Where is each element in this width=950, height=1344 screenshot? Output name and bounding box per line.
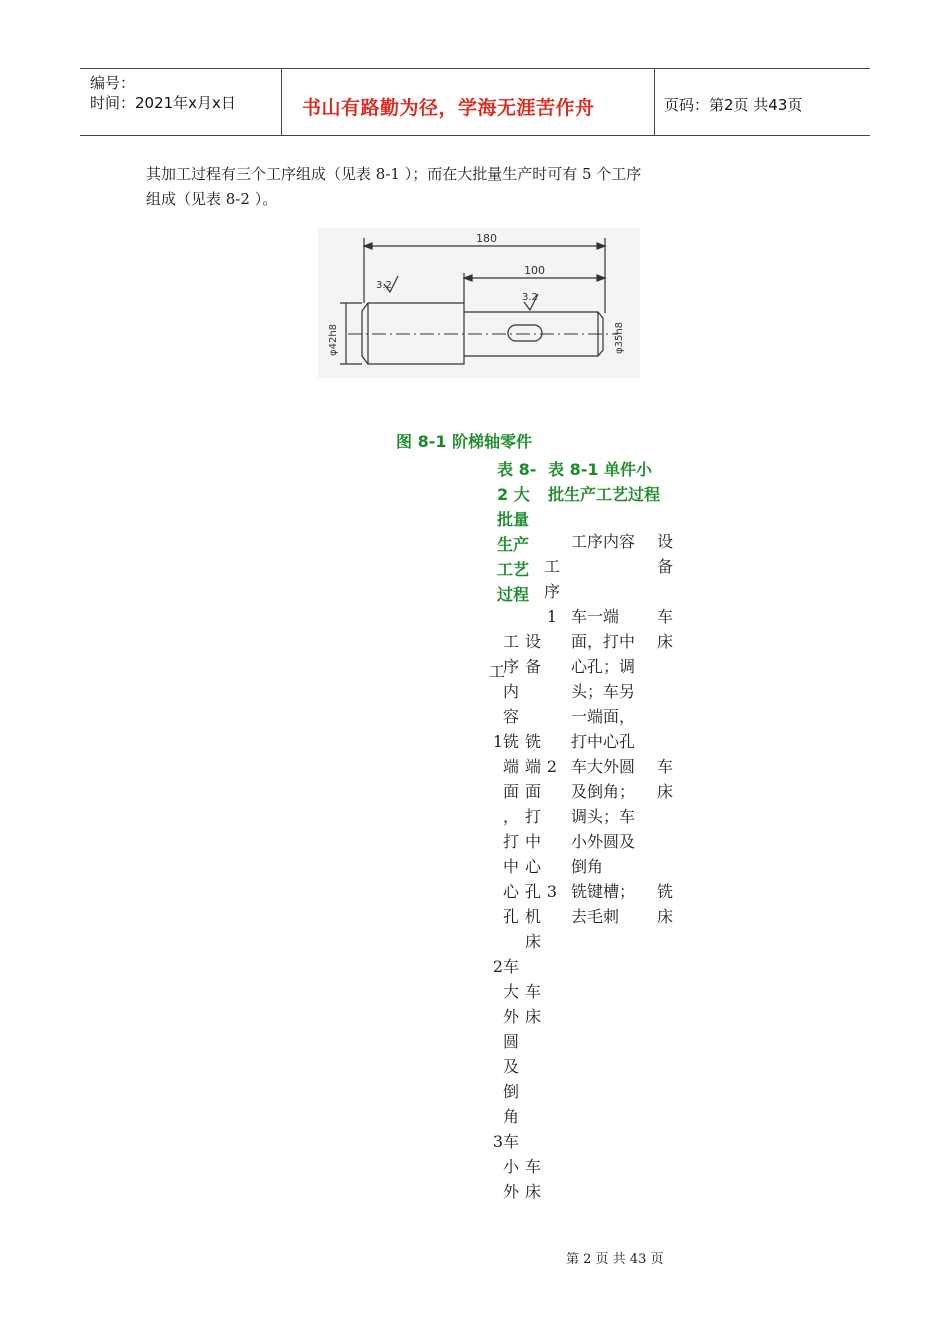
t2-c1: 容: [502, 707, 519, 726]
t2-c1: 大: [502, 982, 519, 1001]
t2-c2: 机: [525, 907, 542, 926]
page-footer: 第 2 页 共 43 页: [566, 1252, 664, 1267]
t2-c2: 孔: [525, 882, 542, 901]
t2-c1: 1铣: [492, 732, 519, 751]
table-8-1-col-content: [571, 529, 651, 929]
t2-c2: 面: [525, 782, 542, 801]
arrow-100-right: [597, 275, 605, 281]
t1-equip: 备: [657, 557, 674, 576]
t2-c2: 车: [525, 982, 542, 1001]
t1-content: [571, 579, 651, 604]
table-8-2-col-process: [491, 629, 519, 1204]
t2-c1: 小: [502, 1157, 519, 1176]
t1-seq: [541, 704, 563, 729]
t1-content: 工序内容: [571, 532, 636, 551]
t2-c2: 打: [525, 807, 542, 826]
t2-title-line: 2 大: [497, 485, 530, 504]
t2-c2: 心: [525, 857, 542, 876]
t1-seq: 3: [546, 882, 558, 901]
t2-c1: ，: [502, 807, 519, 826]
t2-c2: [525, 1129, 547, 1154]
t2-c2: 床: [525, 932, 542, 951]
dia-text-left: φ42h8: [328, 323, 339, 356]
t1-seq: [541, 629, 563, 654]
header-bottom-rule: [80, 135, 870, 136]
dim-text-100: 100: [524, 264, 545, 277]
header-top-rule: [80, 68, 870, 69]
t2-title-line: 过程: [497, 585, 530, 604]
t2-c1: 工: [502, 632, 519, 651]
keyway: [508, 325, 542, 341]
t2-c1: 面: [502, 782, 519, 801]
t2-c2: 床: [525, 1007, 542, 1026]
t2-c1: 心: [502, 882, 519, 901]
t1-content: 头；车另: [571, 682, 636, 701]
t2-c1: 2车: [492, 957, 519, 976]
t1-content: 面，打中: [571, 632, 636, 651]
doc-number-label: 编号：: [90, 74, 136, 92]
arrow-180-left: [364, 243, 372, 249]
t1-equip: 铣: [657, 882, 674, 901]
t1-seq: 工: [543, 557, 560, 576]
t2-c2: 中: [525, 832, 542, 851]
table-8-1-col-equipment: [657, 529, 679, 929]
t1-equip: 床: [657, 632, 674, 651]
t1-seq: [541, 804, 563, 829]
t1-seq: [541, 679, 563, 704]
t1-equip: 车: [657, 757, 674, 776]
t2-title-line: 批量: [497, 510, 530, 529]
t1-equip: 床: [657, 907, 674, 926]
t1-equip: [657, 654, 679, 679]
t2-c1: 序: [502, 657, 519, 676]
table-8-1-col-seq: [541, 529, 563, 904]
shaft-drawing-svg: [318, 228, 640, 378]
t2-c1: 端: [502, 757, 519, 776]
t1-content: [571, 554, 651, 579]
t1-content: 及倒角；: [571, 782, 636, 801]
t2-overlap-glyph: 工: [489, 662, 506, 681]
t2-c1: 倒: [502, 1082, 519, 1101]
t1-title-line: 表 8-1 单件小: [548, 460, 653, 479]
t2-c2: [525, 1054, 547, 1079]
t1-content: 打中心孔: [571, 732, 636, 751]
figure-caption: 图 8-1 阶梯轴零件: [396, 432, 533, 451]
roughness-text-mid: 3.2: [522, 292, 538, 303]
t2-c2: 车: [525, 1157, 542, 1176]
header-motto: 书山有路勤为径，学海无涯苦作舟: [302, 97, 595, 119]
shaft-large-section: [362, 303, 464, 364]
arrow-180-right: [597, 243, 605, 249]
t2-c2: 床: [525, 1182, 542, 1201]
t1-seq: 序: [543, 582, 560, 601]
body-line-1: 其加工过程有三个工序组成（见表 8-1 ）；而在大批量生产时可有 5 个工序: [146, 165, 642, 183]
t2-c1: 3车: [492, 1132, 519, 1151]
t2-c2: 设: [525, 632, 542, 651]
dia-text-right: φ35h8: [614, 321, 625, 354]
roughness-text-left: 3.2: [376, 280, 392, 291]
t2-c2: 铣: [525, 732, 542, 751]
header-divider-left: [281, 68, 282, 136]
t2-c1: 内: [502, 682, 519, 701]
t2-c2: 端: [525, 757, 542, 776]
t1-equip: [657, 829, 679, 854]
t1-content: 心孔；调: [571, 657, 636, 676]
t2-c1: 中: [502, 857, 519, 876]
t2-c1: 角: [502, 1107, 519, 1126]
t1-title-line: 批生产工艺过程: [548, 485, 661, 504]
table-8-1-title: [548, 457, 660, 507]
t1-content: 倒角: [571, 857, 604, 876]
t1-equip: 车: [657, 607, 674, 626]
t2-c1: 及: [502, 1057, 519, 1076]
t1-equip: [657, 704, 679, 729]
t1-content: 小外圆及: [571, 832, 636, 851]
t1-content: 铣键槽；: [571, 882, 636, 901]
t2-title-line: 生产: [497, 535, 530, 554]
t2-c1: 外: [502, 1007, 519, 1026]
t2-c1: 圆: [502, 1032, 519, 1051]
t1-content: 一端面，: [571, 707, 636, 726]
t2-title-line: 工艺: [497, 560, 530, 579]
t1-equip: [657, 854, 679, 879]
body-line-2: 组成（见表 8-2 ）。: [146, 190, 278, 208]
page-info: 页码：第2页 共43页: [664, 96, 803, 114]
t2-title-line: 表 8-: [497, 460, 537, 479]
dim-text-180: 180: [476, 232, 497, 245]
t2-c2: 备: [525, 657, 542, 676]
t1-content: 车大外圆: [571, 757, 636, 776]
t1-equip: [657, 679, 679, 704]
t1-equip: 床: [657, 782, 674, 801]
t2-c1: [491, 929, 519, 954]
t1-seq: [541, 729, 563, 754]
t2-c2: [525, 1104, 547, 1129]
t2-c1: 外: [502, 1182, 519, 1201]
arrow-100-left: [464, 275, 472, 281]
doc-time-label: 时间：2021年x月x日: [90, 94, 236, 112]
t1-content: 车一端: [571, 607, 620, 626]
t1-seq: [541, 829, 563, 854]
t1-seq: 2: [546, 757, 558, 776]
t1-equip: [657, 729, 679, 754]
t1-equip: [657, 579, 679, 604]
t1-seq: [541, 779, 563, 804]
t1-seq: [541, 854, 563, 879]
t2-c2: [525, 954, 547, 979]
t2-c1: 打: [502, 832, 519, 851]
table-8-2-title: [497, 457, 543, 607]
t1-seq: 1: [546, 607, 558, 626]
t2-c2: [525, 1079, 547, 1104]
t1-equip: 设: [657, 532, 674, 551]
t1-content: 去毛刺: [571, 907, 620, 926]
t1-equip: [657, 804, 679, 829]
header-divider-right: [654, 68, 655, 136]
shaft-drawing: [318, 228, 640, 378]
t2-c1: 孔: [502, 907, 519, 926]
t1-content: 调头；车: [571, 807, 636, 826]
t1-seq: [541, 654, 563, 679]
t1-seq: [541, 529, 563, 554]
t2-c2: [525, 1029, 547, 1054]
